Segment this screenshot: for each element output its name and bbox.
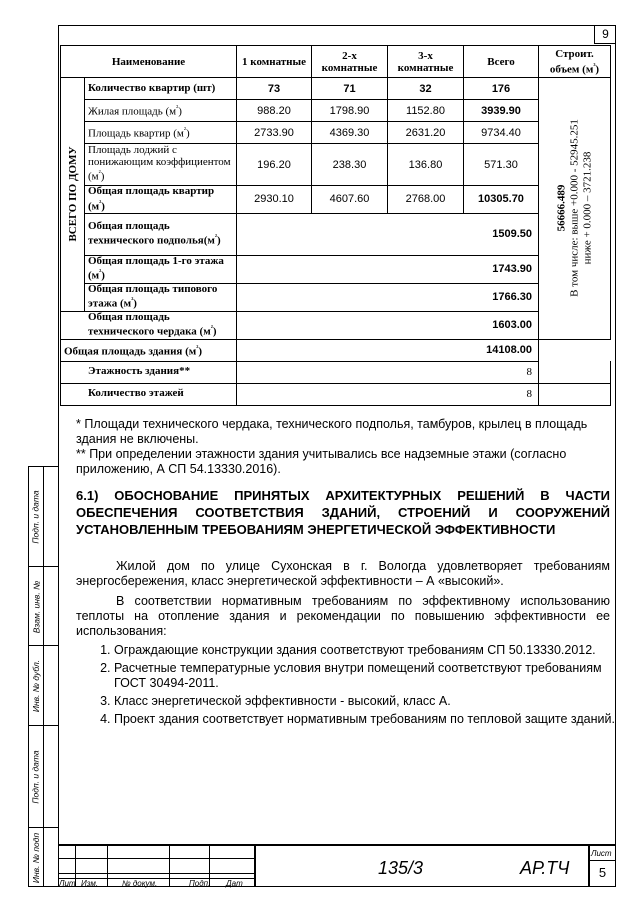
cell-value: 32: [388, 78, 464, 100]
cell-value: 988.20: [237, 100, 312, 122]
cell-total: 3939.90: [464, 100, 539, 122]
table-row: [61, 383, 611, 405]
cell-value: 1798.90: [312, 100, 388, 122]
table-row: [61, 361, 611, 383]
label-doc-no: № докум.: [122, 879, 158, 888]
row-name: Жилая площадь $(м^{^2})$: [85, 100, 237, 122]
cell-value: 2768.00: [388, 186, 464, 214]
label-sheet: Лист: [591, 849, 612, 858]
cell-value: 4607.60: [312, 186, 388, 214]
footnote-2: ** При определении этажности здания учитывались все надземные этажи (согласно приложению, А СП 54.13330.2016).: [76, 447, 567, 476]
stamp-cell-signature-date-1: [29, 467, 58, 567]
merged-value: 1743.90: [237, 255, 539, 283]
footnote-1: * Площади технического чердака, технического подполья, тамбуров, крылец в площадь здания не включены.: [76, 417, 588, 446]
cell-total: 571.30: [464, 144, 539, 186]
volume-above: В том числе: выше +0.000 - 52945.251: [568, 119, 580, 298]
header-name: Наименование: [61, 46, 237, 78]
row-name: Количество квартир (шт): [85, 78, 237, 100]
document-code: 135/3: [378, 858, 424, 878]
table-row: [61, 144, 611, 186]
paragraph-1: Жилой дом по улице Сухонская в г. Вологда удовлетворяет требованиям энергосбережения, класс энергетической эффективности – А «высокий».: [76, 559, 610, 588]
row-name: Общая площадь технического чердака $(м^{^2})$: [61, 311, 237, 339]
stamp-cell-original-inv: [29, 828, 58, 888]
row-name: Площадь квартир $(м^{^2})$: [85, 122, 237, 144]
merged-value: 8: [237, 361, 539, 383]
requirements-list: [96, 643, 628, 730]
row-name: Площадь лоджий с понижающим коэффициентом $(м^{^2})$: [85, 144, 237, 186]
stamp-label: Взам. инв. №: [31, 580, 42, 633]
stamp-cell-dup-inv: [29, 646, 58, 726]
merged-value: 14108.00: [237, 339, 539, 361]
merged-value: 8: [237, 383, 539, 405]
stamp-label: Инв. № подп: [31, 832, 42, 884]
margin-stamp: [28, 466, 58, 887]
row-name: Общая площадь 1-го этажа $(м^{^2})$: [85, 255, 237, 283]
cell-value: 2930.10: [237, 186, 312, 214]
apartment-summary-table: [60, 45, 611, 406]
cell-value: 2733.90: [237, 122, 312, 144]
row-name: Этажность здания**: [61, 361, 237, 383]
merged-value: 1509.50: [237, 213, 539, 255]
merged-value: 1603.00: [237, 311, 539, 339]
cell-value: 1152.80: [388, 100, 464, 122]
title-block: [58, 844, 616, 887]
cell-value: 73: [237, 78, 312, 100]
volume-cell: [539, 78, 611, 340]
table-row: [61, 311, 611, 339]
table-row: [61, 339, 611, 361]
stamp-cell-replacement-inv: [29, 567, 58, 646]
table-row: [61, 100, 611, 122]
stamp-label: Подп. и дата: [31, 750, 41, 804]
cell-value: 196.20: [237, 144, 312, 186]
list-item: 3. Класс энергетической эффективности - высокий, класс А.: [114, 694, 628, 709]
document-mark: АР.ТЧ: [520, 858, 570, 878]
merged-value: 1766.30: [237, 283, 539, 311]
stamp-cell-signature-date-2: [29, 726, 58, 828]
row-name: Общая площадь здания $(м^{^2})$: [61, 339, 237, 361]
list-item: 2. Расчетные температурные условия внутри помещений соответствуют требованиям ГОСТ 30494-2011.: [114, 661, 628, 691]
row-name: Общая площадь квартир $(м^{^2})$: [85, 186, 237, 214]
stamp-label: Подп. и дата: [31, 490, 41, 544]
paragraph-2: В соответствии нормативным требованиям по эффективному использованию теплоты на отопление здания и рекомендации по повышению эффективности ее использования:: [76, 594, 610, 638]
header-volume: Строит. объем $(м^{^3})$: [539, 46, 611, 78]
volume-text: [555, 119, 594, 297]
volume-total: 56666.489: [555, 184, 567, 232]
empty-cell: [539, 361, 611, 383]
stamp-label: Инв. № дубл.: [31, 659, 41, 713]
label-izm: Изм.: [81, 879, 99, 888]
cell-value: 238.30: [312, 144, 388, 186]
cell-value: 4369.30: [312, 122, 388, 144]
header-two-room: 2-х комнатные: [312, 46, 388, 78]
section-heading: 6.1) ОБОСНОВАНИЕ ПРИНЯТЫХ АРХИТЕКТУРНЫХ РЕШЕНИЙ В ЧАСТИ ОБЕСПЕЧЕНИЯ СООТВЕТСТВИЯ ЗДАНИЙ, СТРОЕНИЙ И СООРУЖЕНИЙ УСТАНОВЛЕННЫМ ТРЕБОВАНИЯМ ЭНЕРГЕТИЧЕСКОЙ ЭФФЕКТИВНОСТИ: [76, 488, 610, 537]
cell-total: 176: [464, 78, 539, 100]
cell-total: 9734.40: [464, 122, 539, 144]
cell-total: 10305.70: [464, 186, 539, 214]
row-name: Общая площадь технического $подполья(м^{^2})$: [85, 213, 237, 255]
header-one-room: 1 комнатные: [237, 46, 312, 78]
section-label: ВСЕГО ПО ДОМУ: [66, 146, 79, 242]
table-header-row: [61, 46, 611, 78]
cell-value: 2631.20: [388, 122, 464, 144]
list-item: 1. Ограждающие конструкции здания соответствуют требованиям СП 50.13330.2012.: [114, 643, 628, 658]
table-row: [61, 186, 611, 214]
top-page-number: 9: [594, 25, 616, 44]
label-lit: Лит: [59, 879, 76, 888]
table-row: [61, 213, 611, 255]
empty-cell: [539, 383, 611, 405]
cell-value: 71: [312, 78, 388, 100]
section-label-cell: [61, 78, 85, 312]
table-row: [61, 283, 611, 311]
table-row: [61, 122, 611, 144]
list-item: 4. Проект здания соответствует нормативным требованиям по тепловой защите зданий.: [114, 712, 628, 727]
label-podp: Подп.: [189, 879, 211, 888]
header-three-room: 3-х комнатные: [388, 46, 464, 78]
row-name: Количество этажей: [61, 383, 237, 405]
volume-below: ниже + 0.000 – 3721.238: [581, 151, 593, 265]
table-row: [61, 255, 611, 283]
label-date: Дат: [226, 879, 243, 888]
sheet-number: 5: [598, 865, 607, 880]
header-total: Всего: [464, 46, 539, 78]
cell-value: 136.80: [388, 144, 464, 186]
table-row: [61, 78, 611, 100]
row-name: Общая площадь типового этажа $(м^{^2})$: [85, 283, 237, 311]
